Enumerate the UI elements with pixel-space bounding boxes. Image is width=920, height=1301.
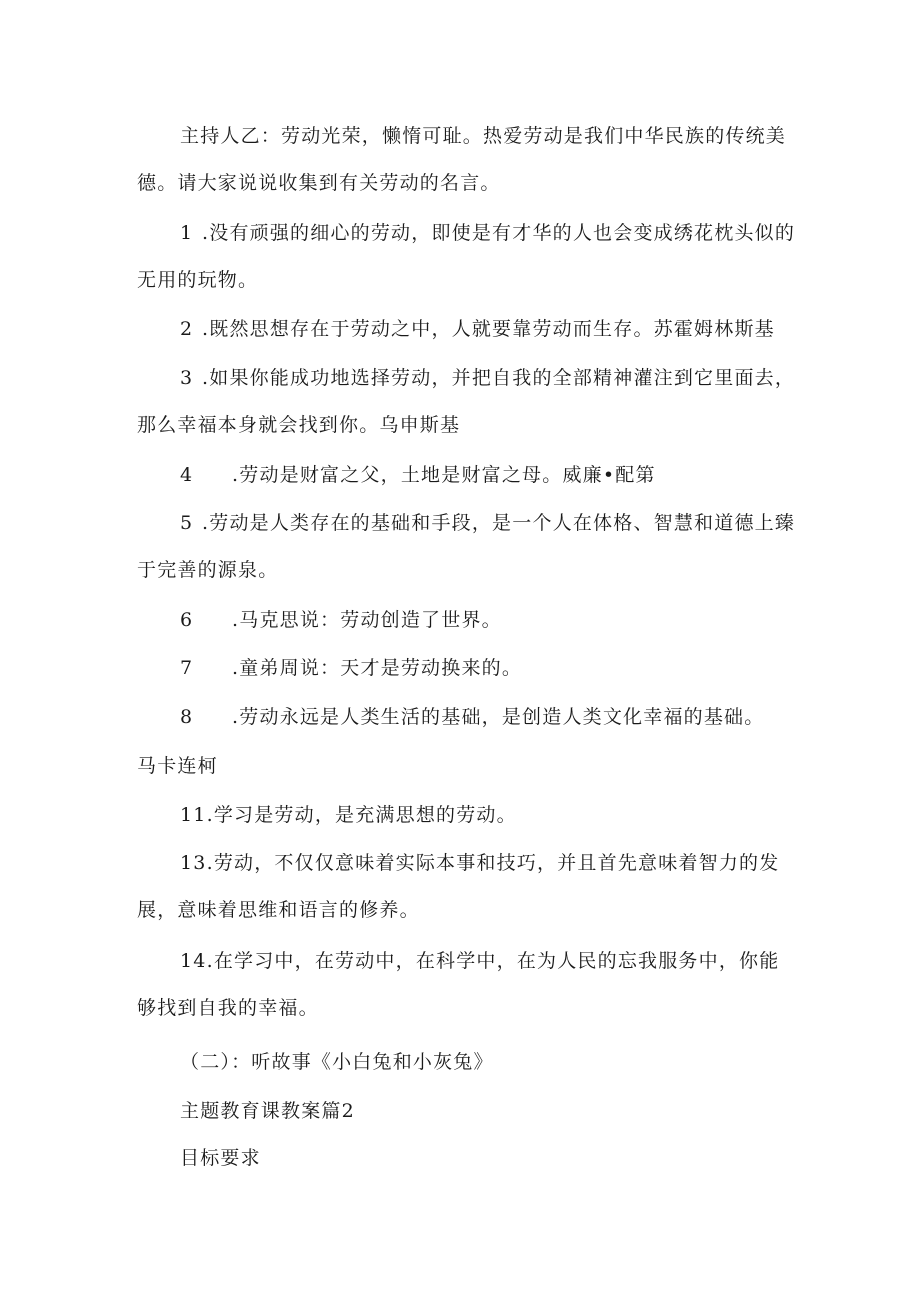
quote-13-line-2: 展，意味着思维和语言的修养。: [137, 899, 420, 921]
quote-number: 6: [180, 609, 194, 631]
quote-text: .没有顽强的细心的劳动，即使是有才华的人也会变成绣花枕头似的: [202, 222, 796, 244]
quote-13-line-1: [180, 851, 779, 875]
quote-1-line-1: [180, 221, 795, 245]
quote-number: 7: [180, 657, 194, 679]
quote-number: 5: [180, 512, 194, 534]
quote-text: .马克思说：劳动创造了世界。: [232, 609, 502, 631]
intro-line-2: 德。请大家说说收集到有关劳动的名言。: [137, 172, 501, 194]
quote-3-line-2: 那么幸福本身就会找到你。乌申斯基: [137, 414, 461, 436]
intro-line-1: 主持人乙：劳动光荣，懒惰可耻。热爱劳动是我们中华民族的传统美: [180, 125, 787, 147]
quote-5-line-1: [180, 511, 795, 535]
quote-text: .劳动是人类存在的基础和手段，是一个人在体格、智慧和道德上臻: [202, 512, 796, 534]
quote-text: 学习是劳动，是充满思想的劳动。: [213, 804, 517, 826]
quote-11-line-1: [180, 803, 517, 827]
quote-4-line-1: [180, 463, 656, 487]
quote-8-line-2: 马卡连柯: [137, 755, 218, 777]
quote-text: .既然思想存在于劳动之中，人就要靠劳动而生存。苏霍姆林斯基: [202, 318, 775, 340]
quote-number: 14: [180, 950, 207, 972]
quote-number: 4: [180, 464, 194, 486]
quote-text: .在学习中，在劳动中，在科学中，在为人民的忘我服务中，你能: [206, 950, 780, 972]
quote-text: .如果你能成功地选择劳动，并把自我的全部精神灌注到它里面去，: [202, 367, 796, 389]
subsection-title: 目标要求: [180, 1147, 261, 1169]
quote-text: .劳动是财富之父，土地是财富之母。威廉•配第: [232, 464, 656, 486]
quote-number: 2: [180, 318, 194, 340]
quote-number: 13: [180, 852, 207, 874]
quote-7-line-1: [180, 656, 522, 680]
quote-text: .劳动，不仅仅意味着实际本事和技巧，并且首先意味着智力的发: [206, 852, 780, 874]
quote-number: 8: [180, 706, 194, 728]
story-heading: （二）：听故事《小白兔和小灰兔》: [180, 1051, 494, 1073]
quote-text: .童弟周说：天才是劳动换来的。: [232, 657, 523, 679]
quote-8-line-1: [180, 705, 764, 729]
quote-number: 1: [180, 222, 194, 244]
quote-number: 3: [180, 367, 194, 389]
quote-number: 11.: [180, 804, 214, 826]
section-title: 主题教育课教案篇2: [180, 1100, 355, 1122]
quote-2-line-1: [180, 317, 775, 341]
quote-1-line-2: 无用的玩物。: [137, 269, 259, 291]
quote-6-line-1: [180, 608, 502, 632]
quote-3-line-1: [180, 366, 795, 390]
quote-text: .劳动永远是人类生活的基础，是创造人类文化幸福的基础。: [232, 706, 765, 728]
quote-14-line-2: 够找到自我的幸福。: [137, 997, 319, 1019]
quote-5-line-2: 于完善的源泉。: [137, 559, 279, 581]
quote-14-line-1: [180, 949, 779, 973]
